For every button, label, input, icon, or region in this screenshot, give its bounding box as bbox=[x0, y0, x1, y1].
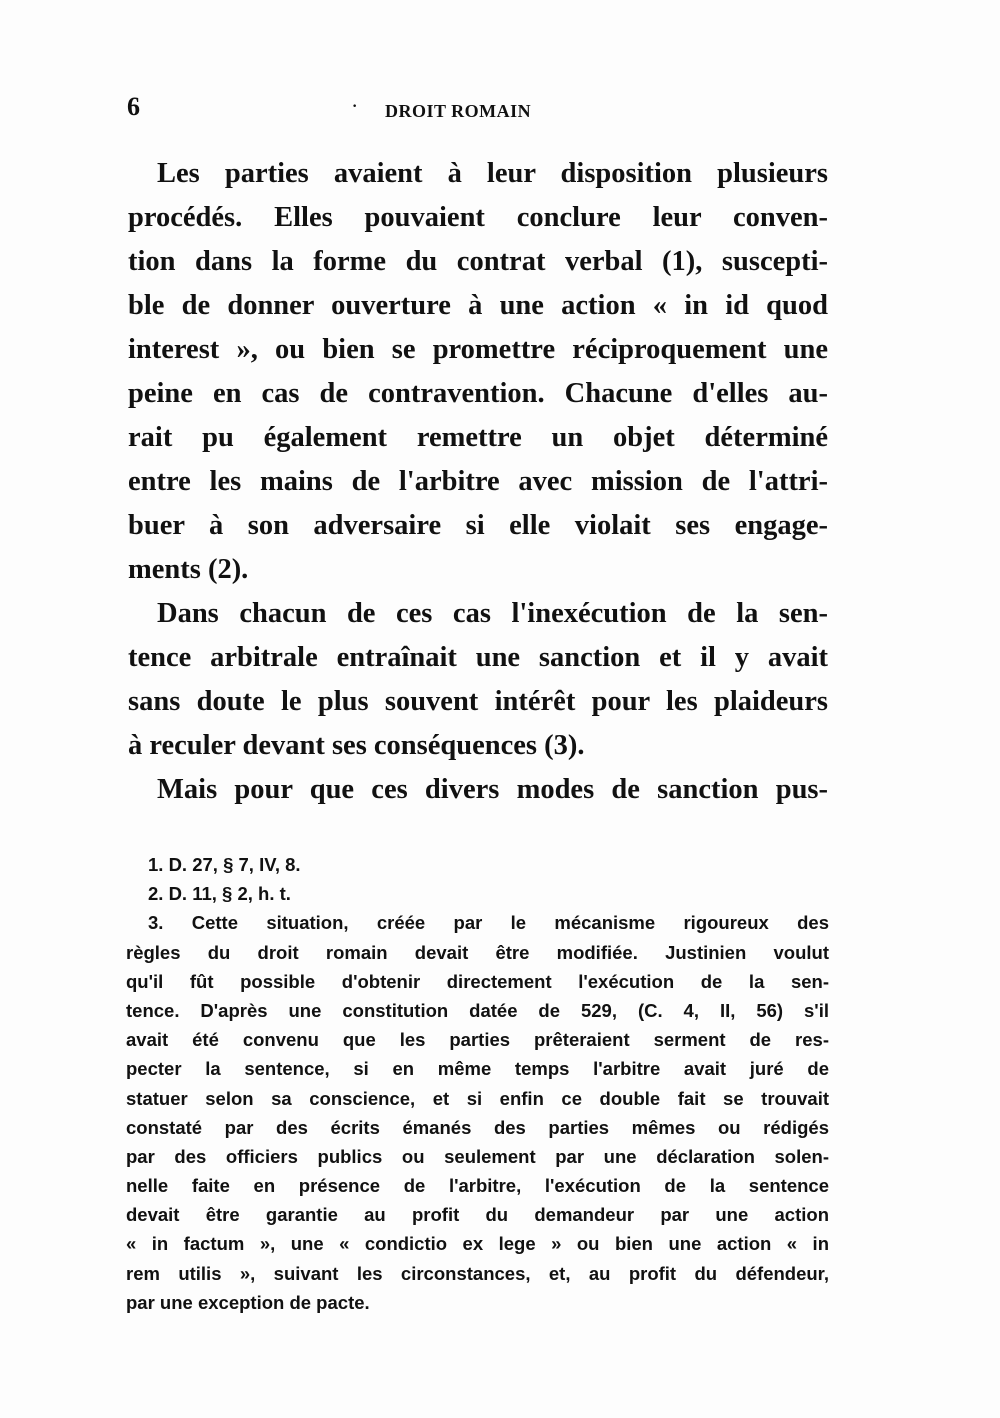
body-line: à reculer devant ses conséquences (3). bbox=[128, 730, 585, 761]
body-line: interest », ou bien se promettre réciproquement une bbox=[128, 334, 828, 365]
body-line: entre les mains de l'arbitre avec mission de l'attri- bbox=[128, 466, 828, 497]
footnote-line: devait être garantie au profit du demandeur par une action bbox=[126, 1204, 829, 1226]
footnote-line: 2. D. 11, § 2, h. t. bbox=[148, 883, 291, 905]
footnote-line: 1. D. 27, § 7, IV, 8. bbox=[148, 854, 301, 875]
footnote-line: constaté par des écrits émanés des parties mêmes ou rédigés bbox=[126, 1116, 829, 1138]
footnote-line: par une exception de pacte. bbox=[126, 1291, 370, 1313]
footnotes bbox=[126, 850, 829, 1317]
footnote-line: 3. Cette situation, créée par le mécanisme rigoureux des bbox=[148, 912, 829, 934]
body-line: ments (2). bbox=[128, 554, 249, 585]
footnote-line: « in factum », une « condictio ex lege » ou bien une action « in bbox=[126, 1233, 829, 1255]
footnote-line: pecter la sentence, si en même temps l'arbitre avait juré de bbox=[126, 1058, 829, 1080]
body-line: Les parties avaient à leur disposition plusieurs bbox=[157, 158, 828, 189]
body-line: buer à son adversaire si elle violait ses engage- bbox=[128, 510, 828, 541]
print-speck: · bbox=[352, 98, 358, 115]
body-line: tion dans la forme du contrat verbal (1), suscepti- bbox=[128, 246, 828, 277]
body-line: rait pu également remettre un objet déterminé bbox=[128, 422, 828, 453]
body-line: procédés. Elles pouvaient conclure leur conven- bbox=[128, 202, 828, 233]
footnote-line: rem utilis », suivant les circonstances, et, au profit du défendeur, bbox=[126, 1262, 829, 1284]
footnote-line: qu'il fût possible d'obtenir directement l'exécution de la sen- bbox=[126, 970, 829, 992]
footnote-line: avait été convenu que les parties prêteraient serment de res- bbox=[126, 1029, 829, 1051]
body-line: Mais pour que ces divers modes de sanction pus- bbox=[157, 774, 828, 805]
footnote-line: tence. D'après une constitution datée de 529, (C. 4, II, 56) s'il bbox=[126, 999, 829, 1021]
footnote-line: statuer selon sa conscience, et si enfin ce double fait se trouvait bbox=[126, 1087, 829, 1109]
body-text bbox=[128, 152, 828, 812]
body-line: Dans chacun de ces cas l'inexécution de la sen- bbox=[157, 598, 828, 629]
page-number: 6 bbox=[127, 92, 140, 121]
footnote-line: par des officiers publics ou seulement par une déclaration solen- bbox=[126, 1145, 829, 1167]
body-line: ble de donner ouverture à une action « in id quod bbox=[128, 290, 828, 321]
running-title: DROIT ROMAIN bbox=[385, 101, 532, 121]
footnote-line: règles du droit romain devait être modifiée. Justinien voulut bbox=[126, 941, 829, 963]
body-line: sans doute le plus souvent intérêt pour les plaideurs bbox=[128, 686, 828, 717]
body-line: peine en cas de contravention. Chacune d'elles au- bbox=[128, 378, 828, 409]
body-line: tence arbitrale entraînait une sanction et il y avait bbox=[128, 642, 828, 673]
footnote-line: nelle faite en présence de l'arbitre, l'exécution de la sentence bbox=[126, 1175, 829, 1197]
